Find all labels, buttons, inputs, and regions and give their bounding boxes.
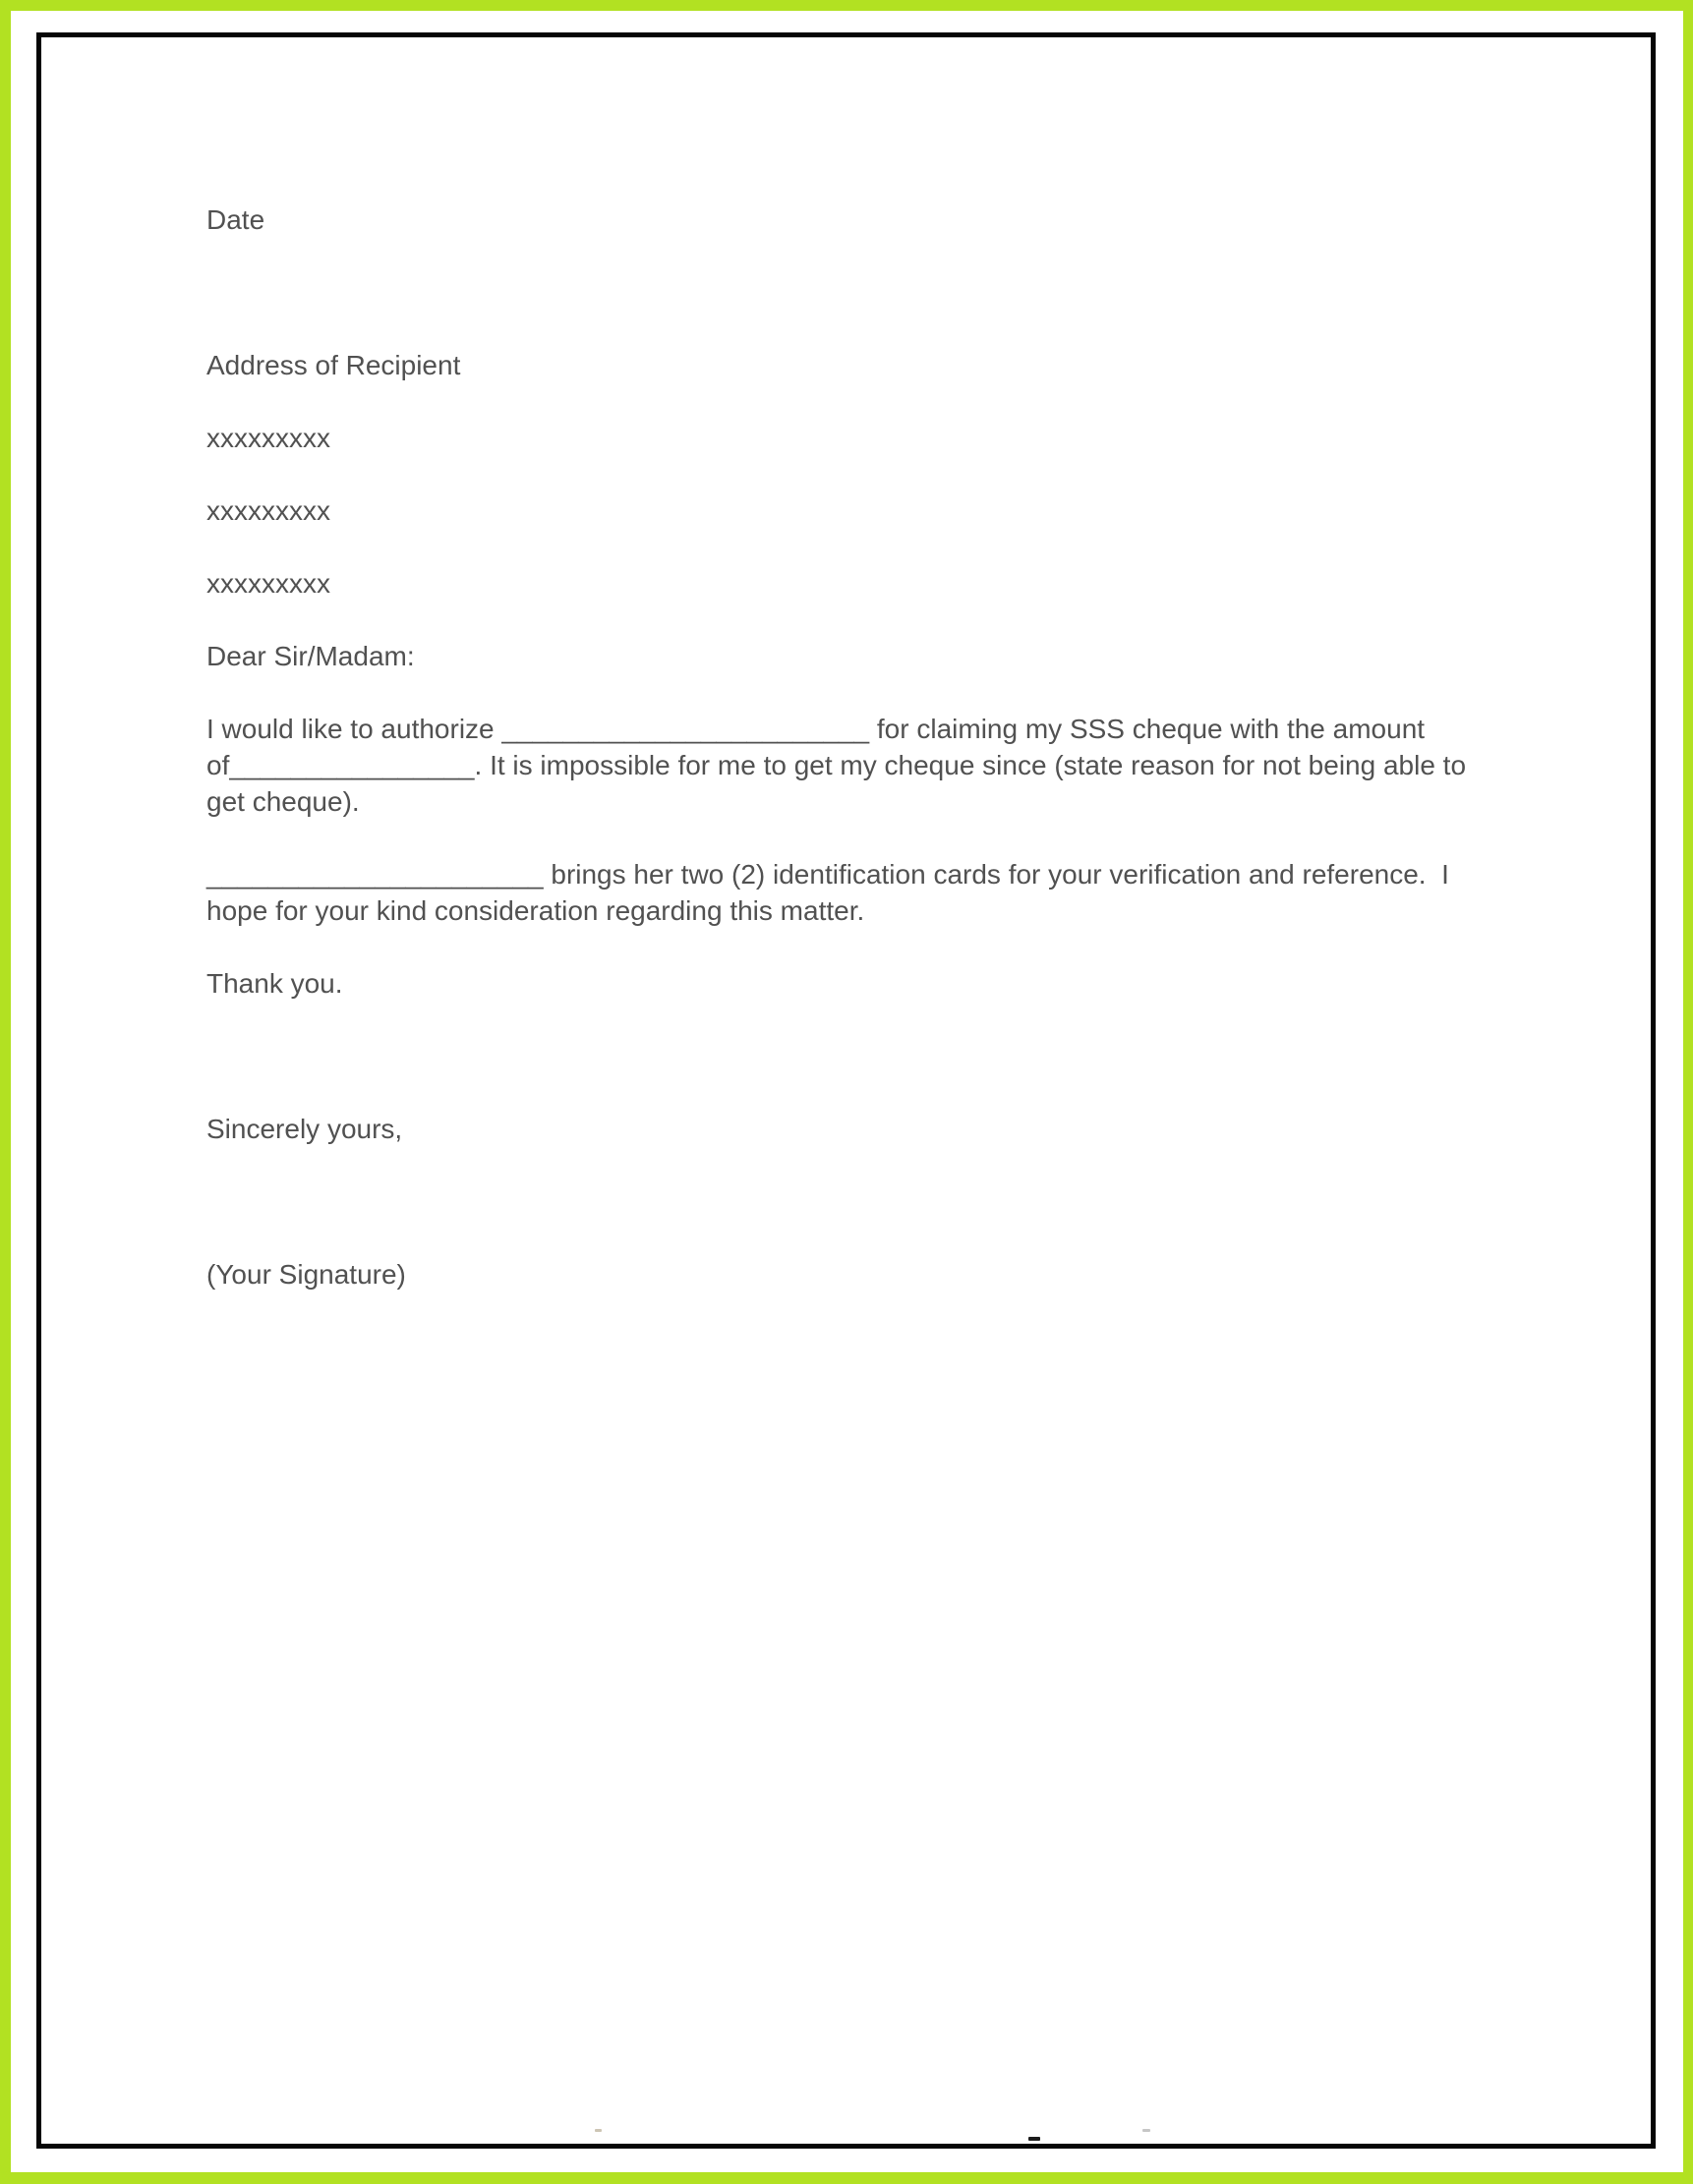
scan-artifact-mark: [1142, 2129, 1150, 2132]
address-line: xxxxxxxxx: [206, 423, 330, 453]
scan-artifact-mark: [1028, 2137, 1040, 2141]
salutation: Dear Sir/Madam:: [206, 641, 415, 671]
date-placeholder: Date: [206, 204, 265, 235]
address-line: xxxxxxxxx: [206, 495, 330, 526]
address-line: xxxxxxxxx: [206, 568, 330, 599]
closing-thanks: Thank you.: [206, 968, 343, 999]
letter-content: [41, 37, 1651, 1293]
scan-artifact-mark: [595, 2129, 602, 2132]
letter-page: [36, 32, 1656, 2149]
body-paragraph-authorization: I would like to authorize ________________________ for claiming my SSS cheque with the amount of________________. It is impossible for me to get my cheque since (state reason for not being able to get cheque).: [206, 714, 1474, 817]
letter-body: [206, 201, 1485, 1293]
signature-placeholder: (Your Signature): [206, 1259, 406, 1290]
recipient-address-heading: Address of Recipient: [206, 350, 461, 380]
signoff: Sincerely yours,: [206, 1114, 403, 1144]
body-paragraph-identification: ______________________ brings her two (2) identification cards for your verification and reference. I hope for your kind consideration regarding this matter.: [206, 859, 1457, 926]
